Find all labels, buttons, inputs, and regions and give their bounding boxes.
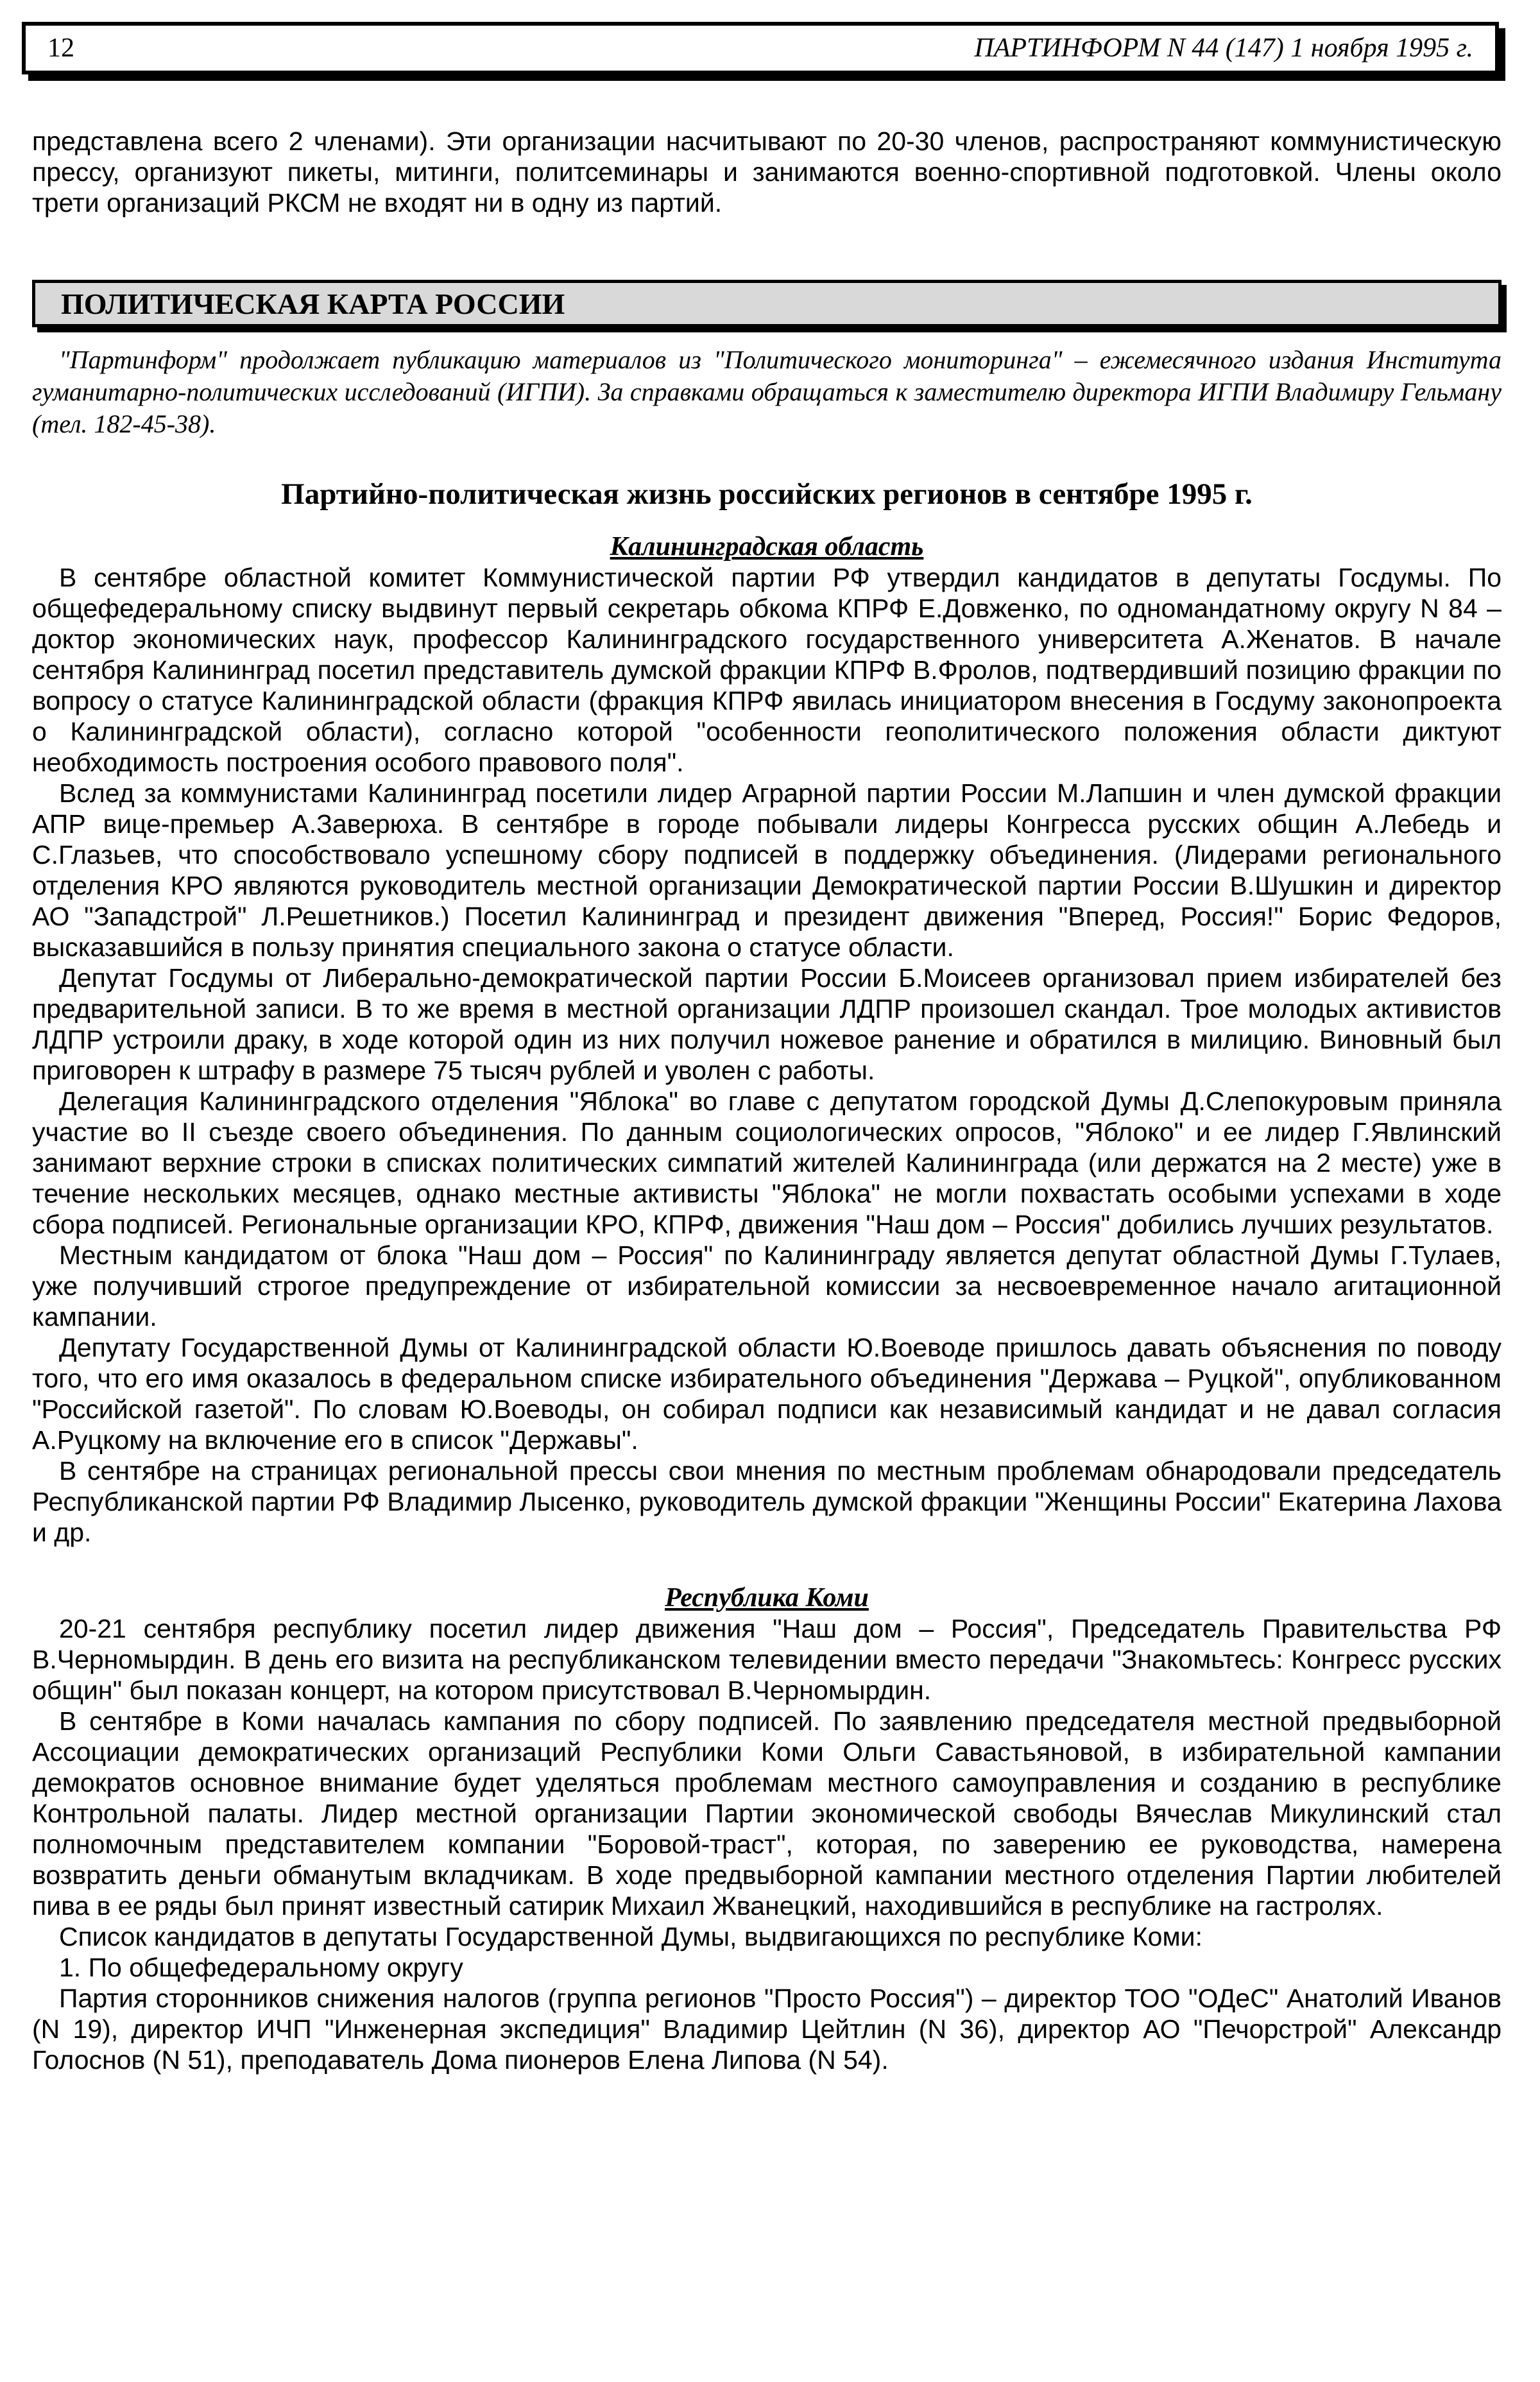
issue-line: ПАРТИНФОРМ N 44 (147) 1 ноября 1995 г.	[974, 33, 1473, 63]
paragraph: Партия сторонников снижения налогов (группа регионов "Просто Россия") – директор ТОО "ОДеС" Анатолий Иванов (N 19), директор ИЧП "Инженерная экспедиция" Владимир Цейтлин (N 36), директор АО "Печорстрой" Александр Голоснов (N 51), преподаватель Дома пионеров Елена Липова (N 54).	[32, 1984, 1502, 2075]
paragraph: Делегация Калининградского отделения "Яблока" во главе с депутатом городской Думы Д.Слепокуровым приняла участие во II съезде своего объединения. По данным социологических опросов, "Яблоко" и ее лидер Г.Явлинский занимают верхние строки в списках политических симпатий жителей Калининграда (или держатся на 2 месте) уже в течение нескольких месяцев, однако местные активисты "Яблока" не могли похвастать особыми успехами в ходе сбора подписей. Региональные организации КРО, КПРФ, движения "Наш дом – Россия" добились лучших результатов.	[32, 1086, 1502, 1239]
region-title: Республика Коми	[665, 1583, 869, 1613]
paragraph: В сентябре областной комитет Коммунистической партии РФ утвердил кандидатов в депутаты Госдумы. По общефедеральному списку выдвинут первый секретарь обкома КПРФ Е.Довженко, по одномандатному округу N 84 – доктор экономических наук, профессор Калининградского государственного университета А.Женатов. В начале сентября Калининград посетил представитель думской фракции КПРФ В.Фролов, подтвердивший позицию фракции по вопросу о статусе Калининградской области (фракция КПРФ явилась инициатором внесения в Госдуму законопроекта о Калининградской области), согласно которой "особенности геополитического положения области диктуют необходимость построения особого правового поля".	[32, 563, 1502, 777]
region-kaliningrad	[32, 531, 1502, 1548]
page-number: 12	[47, 33, 74, 63]
paragraph: Депутату Государственной Думы от Калининградской области Ю.Воеводе пришлось давать объяснения по поводу того, что его имя оказалось в федеральном списке избирательного объединения "Держава – Руцкой", опубликованном "Российской газетой". По словам Ю.Воеводы, он собирал подписи как независимый кандидат и не давал согласия А.Руцкому на включение его в список "Державы".	[32, 1333, 1502, 1455]
region-komi	[32, 1582, 1502, 2075]
lead-paragraph: представлена всего 2 членами). Эти организации насчитывают по 20-30 членов, распространяют коммунистическую прессу, организуют пикеты, митинги, политсеминары и занимаются военно-спортивной подготовкой. Члены около трети организаций РКСМ не входят ни в одну из партий.	[32, 126, 1502, 218]
section-intro: "Партинформ" продолжает публикацию материалов из "Политического мониторинга" – ежемесячного издания Института гуманитарно-политических исследований (ИГПИ). За справками обращаться к заместителю директора ИГПИ Владимиру Гельману (тел. 182-45-38).	[32, 345, 1502, 438]
paragraph: Вслед за коммунистами Калининград посетили лидер Аграрной партии России М.Лапшин и член думской фракции АПР вице-премьер А.Заверюха. В сентябре в городе побывали лидеры Конгресса русских общин А.Лебедь и С.Глазьев, что способствовало успешному сбору подписей в поддержку объединения. (Лидерами регионального отделения КРО являются руководитель местной организации Демократической партии России В.Шушкин и директор АО "Западстрой" Л.Решетников.) Посетил Калининград и президент движения "Вперед, Россия!" Борис Федоров, высказавшийся в пользу принятия специального закона о статусе области.	[32, 778, 1502, 962]
paragraph: В сентябре в Коми началась кампания по сбору подписей. По заявлению председателя местной предвыборной Ассоциации демократических организаций Республики Коми Ольги Савастьяновой, в избирательной кампании демократов основное внимание будет уделяться проблемам местного самоуправления и созданию в республике Контрольной палаты. Лидер местной организации Партии экономической свободы Вячеслав Микулинский стал полномочным представителем компании "Боровой-траст", которая, по заверению ее руководства, намерена возвратить деньги обманутым вкладчикам. В ходе предвыборной кампании местного отделения Партии любителей пива в ее ряды был принят известный сатирик Михаил Жванецкий, находившийся в республике на гастролях.	[32, 1706, 1502, 1921]
paragraph: Список кандидатов в депутаты Государственной Думы, выдвигающихся по республике Коми:	[59, 1922, 1202, 1951]
section-title: ПОЛИТИЧЕСКАЯ КАРТА РОССИИ	[61, 287, 565, 320]
region-title: Калининградская область	[610, 532, 924, 561]
page-content	[32, 126, 1502, 2075]
paragraph: Местным кандидатом от блока "Наш дом – Россия" по Калининграду является депутат областной Думы Г.Тулаев, уже получивший строгое предупреждение от избирательной комиссии за несвоевременное начало агитационной кампании.	[32, 1240, 1502, 1332]
page-header	[22, 22, 1499, 74]
paragraph: В сентябре на страницах региональной прессы свои мнения по местным проблемам обнародовали председатель Республиканской партии РФ Владимир Лысенко, руководитель думской фракции "Женщины России" Екатерина Лахова и др.	[32, 1456, 1502, 1547]
paragraph: Депутат Госдумы от Либерально-демократической партии России Б.Моисеев организовал прием избирателей без предварительной записи. В то же время в местной организации ЛДПР произошел скандал. Трое молодых активистов ЛДПР устроили драку, в ходе которой один из них получил ножевое ранение и обратился в милицию. Виновный был приговорен к штрафу в размере 75 тысяч рублей и уволен с работы.	[32, 963, 1502, 1085]
article-title: Партийно-политическая жизнь российских регионов в сентябре 1995 г.	[281, 477, 1253, 511]
paragraph: 1. По общефедеральному округу	[59, 1953, 463, 1982]
section-title-bar	[32, 280, 1502, 327]
paragraph: 20-21 сентября республику посетил лидер движения "Наш дом – Россия", Председатель Правительства РФ В.Черномырдин. В день его визита на республиканском телевидении вместо передачи "Знакомьтесь: Конгресс русских общин" был показан концерт, на котором присутствовал В.Черномырдин.	[32, 1614, 1502, 1705]
